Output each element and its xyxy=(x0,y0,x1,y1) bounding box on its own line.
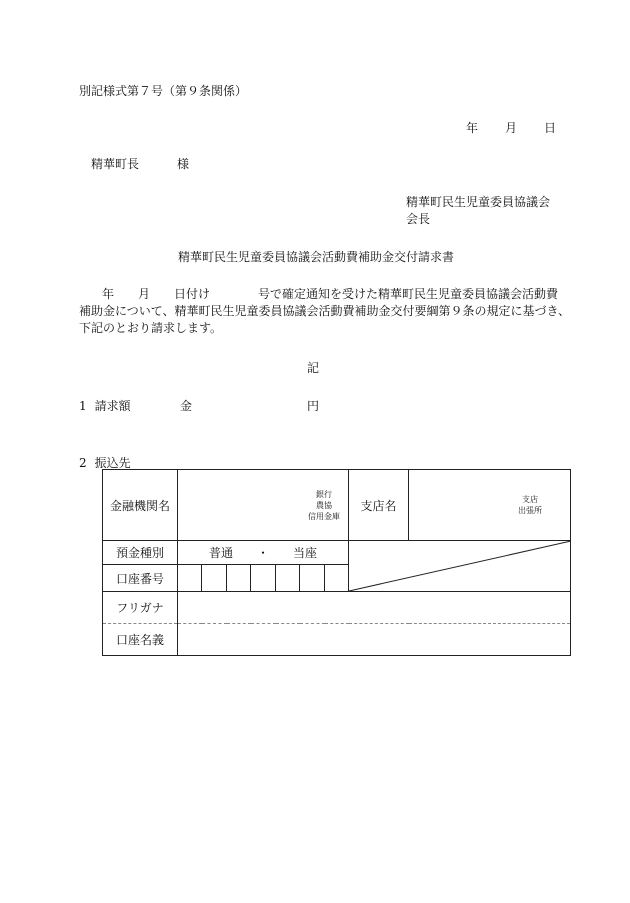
addressee-suffix: 様 xyxy=(177,157,190,171)
item-2-number: 2 xyxy=(79,456,87,470)
account-digit-5[interactable] xyxy=(276,565,300,592)
branch-name-field[interactable] xyxy=(409,470,571,541)
branch-label: 支店名 xyxy=(360,498,397,513)
diagonal-blank-cell xyxy=(349,541,571,592)
item-1-number: 1 xyxy=(79,399,87,413)
account-name-field[interactable] xyxy=(178,624,571,656)
item-2-label: 振込先 xyxy=(94,456,131,470)
furigana-label: フリガナ xyxy=(116,601,164,615)
bank-label: 金融機関名 xyxy=(109,498,170,513)
request-amount xyxy=(79,399,320,413)
date-month: 月 xyxy=(505,121,518,135)
account-name-label-cell xyxy=(103,624,178,656)
deposit-options: 普通 ・ 当座 xyxy=(208,546,317,560)
account-digit-7[interactable] xyxy=(325,565,349,592)
body-line-1: 年 月 日付け 号で確定通知を受けた精華町民生児童委員協議会活動費 xyxy=(102,287,559,301)
bank-type-1: 銀行 xyxy=(316,489,332,499)
furigana-label-cell xyxy=(103,592,178,624)
body-line-2: 補助金について、精華町民生児童委員協議会活動費補助金交付要綱第９条の規定に基づき、 xyxy=(79,304,571,318)
diagonal-line xyxy=(349,541,571,592)
document-title: 精華町民生児童委員協議会活動費補助金交付請求書 xyxy=(178,250,455,264)
body-line-3: 下記のとおり請求します。 xyxy=(79,321,223,335)
branch-label-cell xyxy=(349,470,409,541)
date-year: 年 xyxy=(466,121,479,135)
transfer-destination xyxy=(79,457,131,469)
account-digit-3[interactable] xyxy=(227,565,251,592)
deposit-label: 預金種別 xyxy=(115,546,164,560)
branch-type-2: 出張所 xyxy=(518,506,542,515)
sender-organization: 精華町民生児童委員協議会 xyxy=(406,195,551,209)
ki-heading: 記 xyxy=(307,361,320,375)
branch-type-1: 支店 xyxy=(522,495,538,504)
account-digit-1[interactable] xyxy=(178,565,202,592)
amount-kin: 金 xyxy=(180,399,193,413)
deposit-label-cell xyxy=(103,541,178,565)
amount-en: 円 xyxy=(307,399,320,413)
date-day: 日 xyxy=(544,121,557,135)
bank-label-cell xyxy=(103,470,178,541)
bank-account-table xyxy=(102,469,571,656)
addressee xyxy=(91,158,189,170)
addressee-name: 精華町長 xyxy=(91,157,140,171)
account-digit-4[interactable] xyxy=(251,565,276,592)
item-1-label: 請求額 xyxy=(94,399,131,413)
account-name-label: 口座名義 xyxy=(115,633,164,647)
body-paragraph xyxy=(79,286,570,337)
sender-title: 会長 xyxy=(406,212,431,226)
date-line xyxy=(466,122,556,134)
account-number-label: 口座番号 xyxy=(115,571,164,586)
bank-type-3: 信用金庫 xyxy=(308,511,340,521)
bank-name-field[interactable] xyxy=(178,470,349,541)
furigana-field[interactable] xyxy=(178,592,571,624)
bank-type-2: 農協 xyxy=(316,500,332,510)
account-digit-2[interactable] xyxy=(202,565,227,592)
form-number: 別記様式第７号（第９条関係） xyxy=(79,84,248,98)
account-number-label-cell xyxy=(103,565,178,592)
deposit-type-field[interactable] xyxy=(178,541,349,565)
account-digit-6[interactable] xyxy=(300,565,325,592)
